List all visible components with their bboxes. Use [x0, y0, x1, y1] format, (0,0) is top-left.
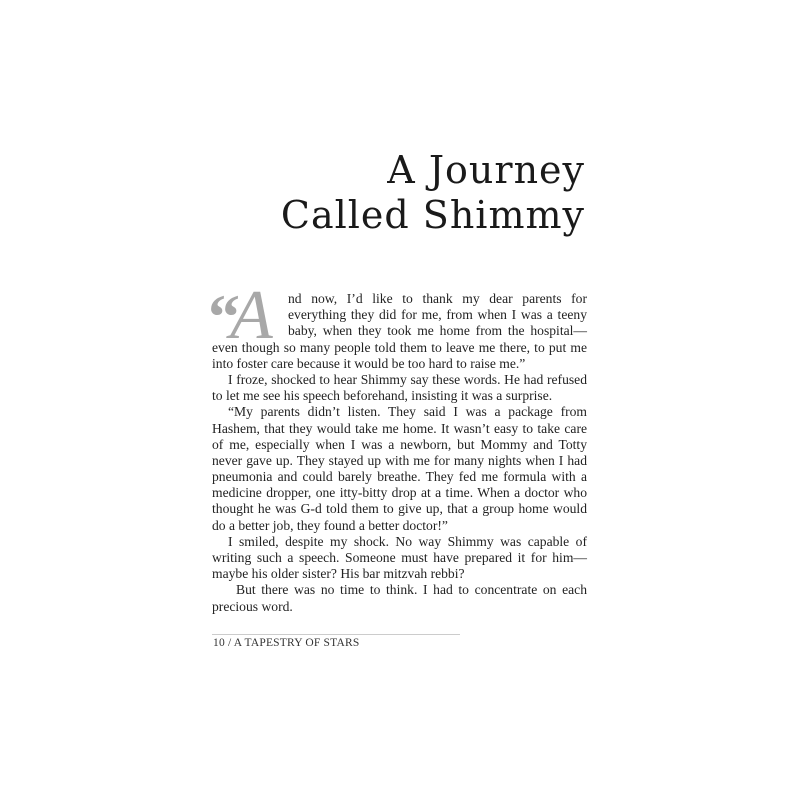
text-line: maybe his older sister? His bar mitzvah rebbi?	[212, 566, 465, 582]
text-line: baby, when they took me home from the hospital—	[288, 323, 587, 339]
chapter-title-line-2: Called Shimmy	[280, 193, 585, 237]
chapter-title-line-1: A Journey	[387, 148, 585, 192]
text-line: do a better job, they found a better doctor!”	[212, 517, 448, 533]
text-line: to let me see his speech beforehand, insisting it was a surprise.	[212, 388, 553, 404]
drop-cap-quote: “	[208, 281, 236, 352]
running-footer: 10 / A TAPESTRY OF STARS	[213, 637, 360, 649]
text-line: even though so many people told them to leave me there, to put me	[212, 339, 587, 355]
text-line: nd now, I’d like to thank my dear parents for	[288, 291, 587, 306]
text-line: Hashem, that they would take me home. It wasn’t easy to take care	[212, 420, 587, 436]
footer-rule	[212, 634, 460, 635]
text-line: I froze, shocked to hear Shimmy say these words. He had refused	[228, 371, 587, 387]
text-line: thought he was G-d told them to give up, that a group home would	[212, 501, 587, 517]
text-line: into foster care because it would be too hard to raise me.”	[212, 355, 526, 371]
text-line: But there was no time to think. I had to concentrate on each	[236, 582, 587, 598]
drop-cap-letter: A	[230, 277, 273, 354]
text-line: I smiled, despite my shock. No way Shimmy was capable of	[228, 533, 587, 549]
text-line: never gave up. They stayed up with me for many nights when I had	[212, 452, 587, 468]
text-line: medicine dropper, one itty-bitty drop at a time. When a doctor who	[212, 485, 587, 501]
text-line: everything they did for me, from when I was a teeny	[288, 307, 587, 323]
text-line: “My parents didn’t listen. They said I was a package from	[228, 404, 587, 420]
text-line: of me, especially when I was a newborn, but Mommy and Totty	[212, 436, 587, 452]
text-line: writing such a speech. Someone must have prepared it for him—	[212, 550, 587, 565]
text-line: precious word.	[212, 598, 293, 614]
text-line: pneumonia and could barely breathe. They fed me formula with a	[212, 469, 587, 485]
body-text	[212, 291, 587, 615]
